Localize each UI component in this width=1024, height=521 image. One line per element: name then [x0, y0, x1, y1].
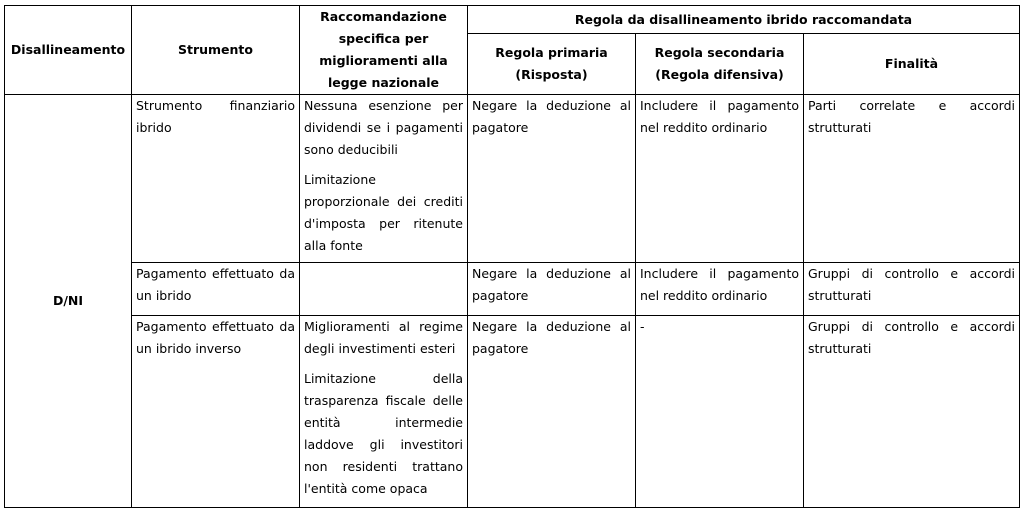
scope-cell: Parti correlate e accordi strutturati [804, 95, 1020, 263]
recommendation-cell [300, 95, 468, 263]
recommendation-cell [300, 316, 468, 508]
hybrid-mismatch-table [4, 5, 1020, 508]
header-rule-group: Regola da disallineamento ibrido raccomandata [468, 6, 1020, 34]
table-row [5, 263, 1020, 316]
secondary-rule-cell: Includere il pagamento nel reddito ordinario [636, 263, 804, 316]
recommendation-text: Limitazione proporzionale dei crediti d'imposta per ritenute alla fonte [304, 172, 463, 253]
header-primary-rule: Regola primaria (Risposta) [468, 34, 636, 95]
instrument-cell: Pagamento effettuato da un ibrido inverso [132, 316, 300, 508]
instrument-cell: Pagamento effettuato da un ibrido [132, 263, 300, 316]
primary-rule-cell: Negare la deduzione al pagatore [468, 316, 636, 508]
table-row [5, 95, 1020, 263]
primary-rule-cell: Negare la deduzione al pagatore [468, 95, 636, 263]
header-recommendation: Raccomandazione specifica per miglioramenti alla legge nazionale [300, 6, 468, 95]
header-instrument: Strumento [132, 6, 300, 95]
secondary-rule-cell: - [636, 316, 804, 508]
primary-rule-cell: Negare la deduzione al pagatore [468, 263, 636, 316]
recommendation-cell [300, 263, 468, 316]
table-row [5, 316, 1020, 508]
header-scope: Finalità [804, 34, 1020, 95]
secondary-rule-cell: Includere il pagamento nel reddito ordinario [636, 95, 804, 263]
scope-cell: Gruppi di controllo e accordi strutturati [804, 263, 1020, 316]
recommendation-text: Miglioramenti al regime degli investimenti esteri [304, 319, 463, 356]
scope-cell: Gruppi di controllo e accordi strutturati [804, 316, 1020, 508]
recommendation-text: Limitazione della trasparenza fiscale delle entità intermedie laddove gli investitori non residenti trattano l'entità come opaca [304, 371, 463, 496]
header-secondary-rule: Regola secondaria (Regola difensiva) [636, 34, 804, 95]
recommendation-text: Nessuna esenzione per dividendi se i pagamenti sono deducibili [304, 98, 463, 157]
instrument-cell: Strumento finanziario ibrido [132, 95, 300, 263]
mismatch-type-cell: D/NI [5, 95, 132, 508]
header-mismatch: Disallineamento [5, 6, 132, 95]
